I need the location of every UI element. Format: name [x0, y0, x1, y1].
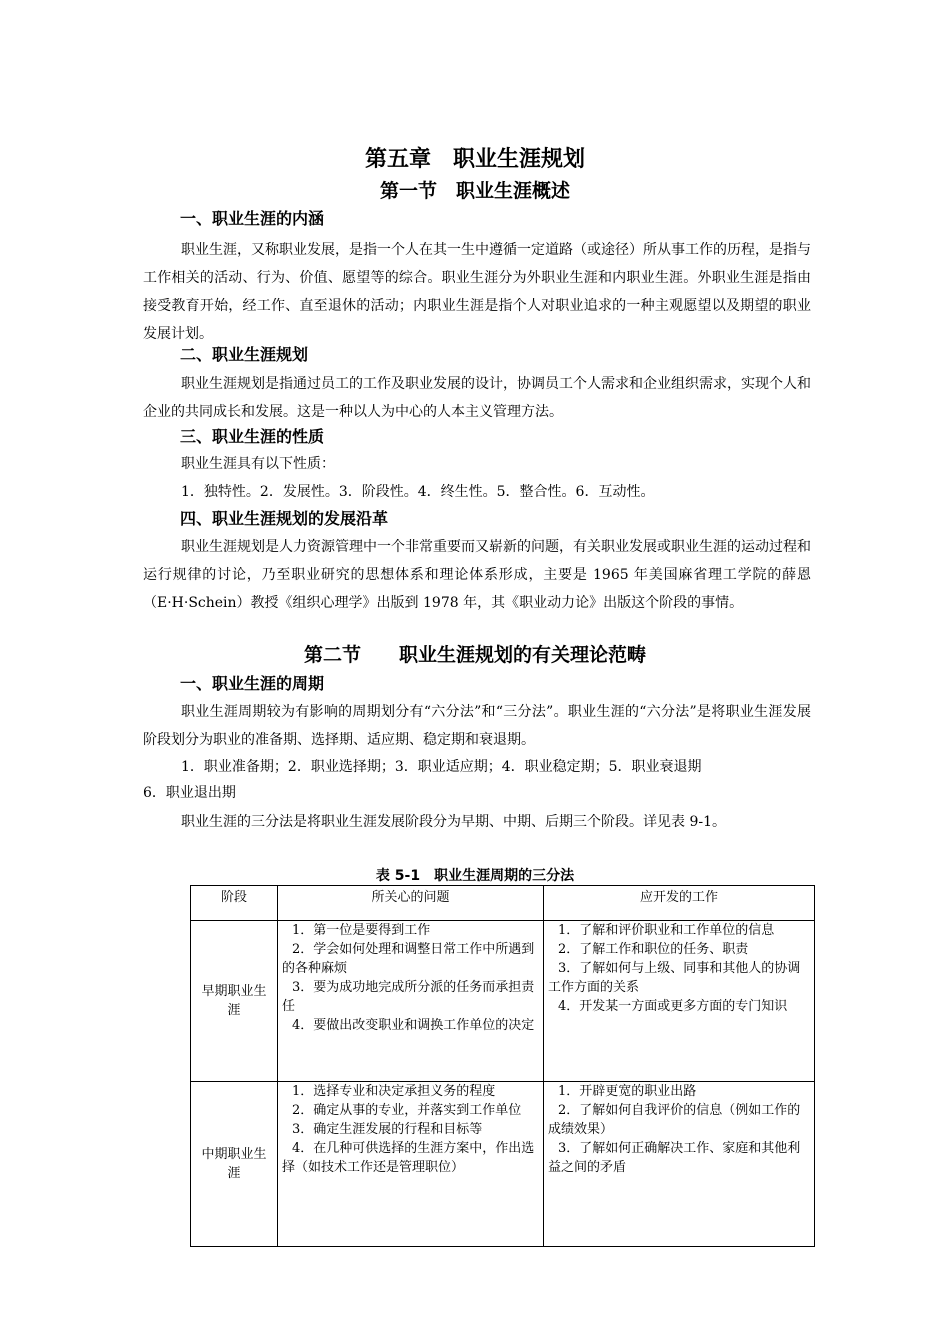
paragraph-career-meaning: 职业生涯，又称职业发展，是指一个人在其一生中遵循一定道路（或途径）所从事工作的历程，是指与工作相关的活动、行为、价值、愿望等的综合。职业生涯分为外职业生涯和内职业生涯。外职业生涯是指由接受教育开始，经工作、直至退休的活动；内职业生涯是指个人对职业追求的一种主观愿望以及期望的职业发展计划。 — [143, 242, 811, 342]
tasks-cell — [544, 1082, 815, 1247]
heading-career-planning: 二、职业生涯规划 — [180, 345, 309, 364]
tasks-cell — [544, 921, 815, 1082]
list-item: 1．了解和评价职业和工作单位的信息 — [558, 923, 775, 938]
chapter-title: 第五章 职业生涯规划 — [364, 147, 585, 172]
stage-cell: 中期职业生涯 — [191, 1082, 278, 1247]
header-stage: 阶段 — [191, 886, 278, 921]
list-item: 1．开辟更宽的职业出路 — [558, 1084, 697, 1099]
list-item: 3．了解如何与上级、同事和其他人的协调工作方面的关系 — [548, 961, 801, 995]
list-item: 2．了解如何自我评价的信息（例如工作的成绩效果） — [548, 1103, 801, 1137]
heading-planning-history: 四、职业生涯规划的发展沿革 — [180, 509, 389, 528]
table-row — [191, 1082, 815, 1247]
list-item: 1．选择专业和决定承担义务的程度 — [292, 1084, 496, 1099]
stage-cell: 早期职业生涯 — [191, 921, 278, 1082]
list-item: 2．了解工作和职位的任务、职责 — [558, 942, 749, 957]
section-1-title: 第一节 职业生涯概述 — [379, 180, 570, 202]
table-header-row — [191, 886, 815, 921]
heading-career-nature: 三、职业生涯的性质 — [180, 427, 325, 446]
list-item: 3．确定生涯发展的行程和目标等 — [292, 1122, 483, 1137]
list-item: 4．在几种可供选择的生涯方案中，作出选择（如技术工作还是管理职位） — [282, 1141, 535, 1175]
list-item: 3．了解如何正确解决工作、家庭和其他利益之间的矛盾 — [548, 1141, 801, 1175]
list-item: 1．第一位是要得到工作 — [292, 923, 431, 938]
heading-career-cycle: 一、职业生涯的周期 — [180, 674, 325, 693]
paragraph-career-cycle: 职业生涯周期较为有影响的周期划分有“六分法”和“三分法”。职业生涯的“六分法”是将职业生涯发展阶段划分为职业的准备期、选择期、适应期、稳定期和衰退期。 — [143, 704, 811, 748]
table-caption: 表 5-1 职业生涯周期的三分法 — [375, 868, 575, 884]
header-tasks: 应开发的工作 — [544, 886, 815, 921]
career-cycle-table — [190, 885, 815, 1247]
list-item: 2．学会如何处理和调整日常工作中所遇到的各种麻烦 — [282, 942, 535, 976]
six-stage-list-line-2: 6．职业退出期 — [143, 785, 236, 801]
paragraph-three-stage: 职业生涯的三分法是将职业生涯发展阶段分为早期、中期、后期三个阶段。详见表 9-1。 — [181, 814, 726, 830]
concerns-cell — [278, 921, 544, 1082]
career-nature-intro: 职业生涯具有以下性质： — [181, 456, 335, 472]
six-stage-list-line-1: 1．职业准备期；2．职业选择期；3．职业适应期；4．职业稳定期；5．职业衰退期 — [181, 759, 702, 775]
concerns-cell — [278, 1082, 544, 1247]
section-2-title: 第二节 职业生涯规划的有关理论范畴 — [303, 644, 646, 666]
paragraph-career-planning: 职业生涯规划是指通过员工的工作及职业发展的设计，协调员工个人需求和企业组织需求，实现个人和企业的共同成长和发展。这是一种以人为中心的人本主义管理方法。 — [143, 376, 811, 420]
paragraph-planning-history: 职业生涯规划是人力资源管理中一个非常重要而又崭新的问题，有关职业发展或职业生涯的运动过程和运行规律的讨论，乃至职业研究的思想体系和理论体系形成，主要是 1965 年美国麻省理工学院的薛恩（E·H·Schein）教授《组织心理学》出版到 1978 年，其《职业动力论》出版这个阶段的事情。 — [143, 539, 811, 611]
header-concerns: 所关心的问题 — [278, 886, 544, 921]
list-item: 3．要为成功地完成所分派的任务而承担责任 — [282, 980, 535, 1014]
list-item: 4．要做出改变职业和调换工作单位的决定 — [292, 1018, 535, 1033]
heading-career-meaning: 一、职业生涯的内涵 — [180, 209, 325, 228]
table-row — [191, 921, 815, 1082]
list-item: 2．确定从事的专业，并落实到工作单位 — [292, 1103, 522, 1118]
career-nature-list: 1．独特性。2．发展性。3．阶段性。4．终生性。5．整合性。6．互动性。 — [181, 484, 655, 500]
list-item: 4．开发某一方面或更多方面的专门知识 — [558, 999, 788, 1014]
